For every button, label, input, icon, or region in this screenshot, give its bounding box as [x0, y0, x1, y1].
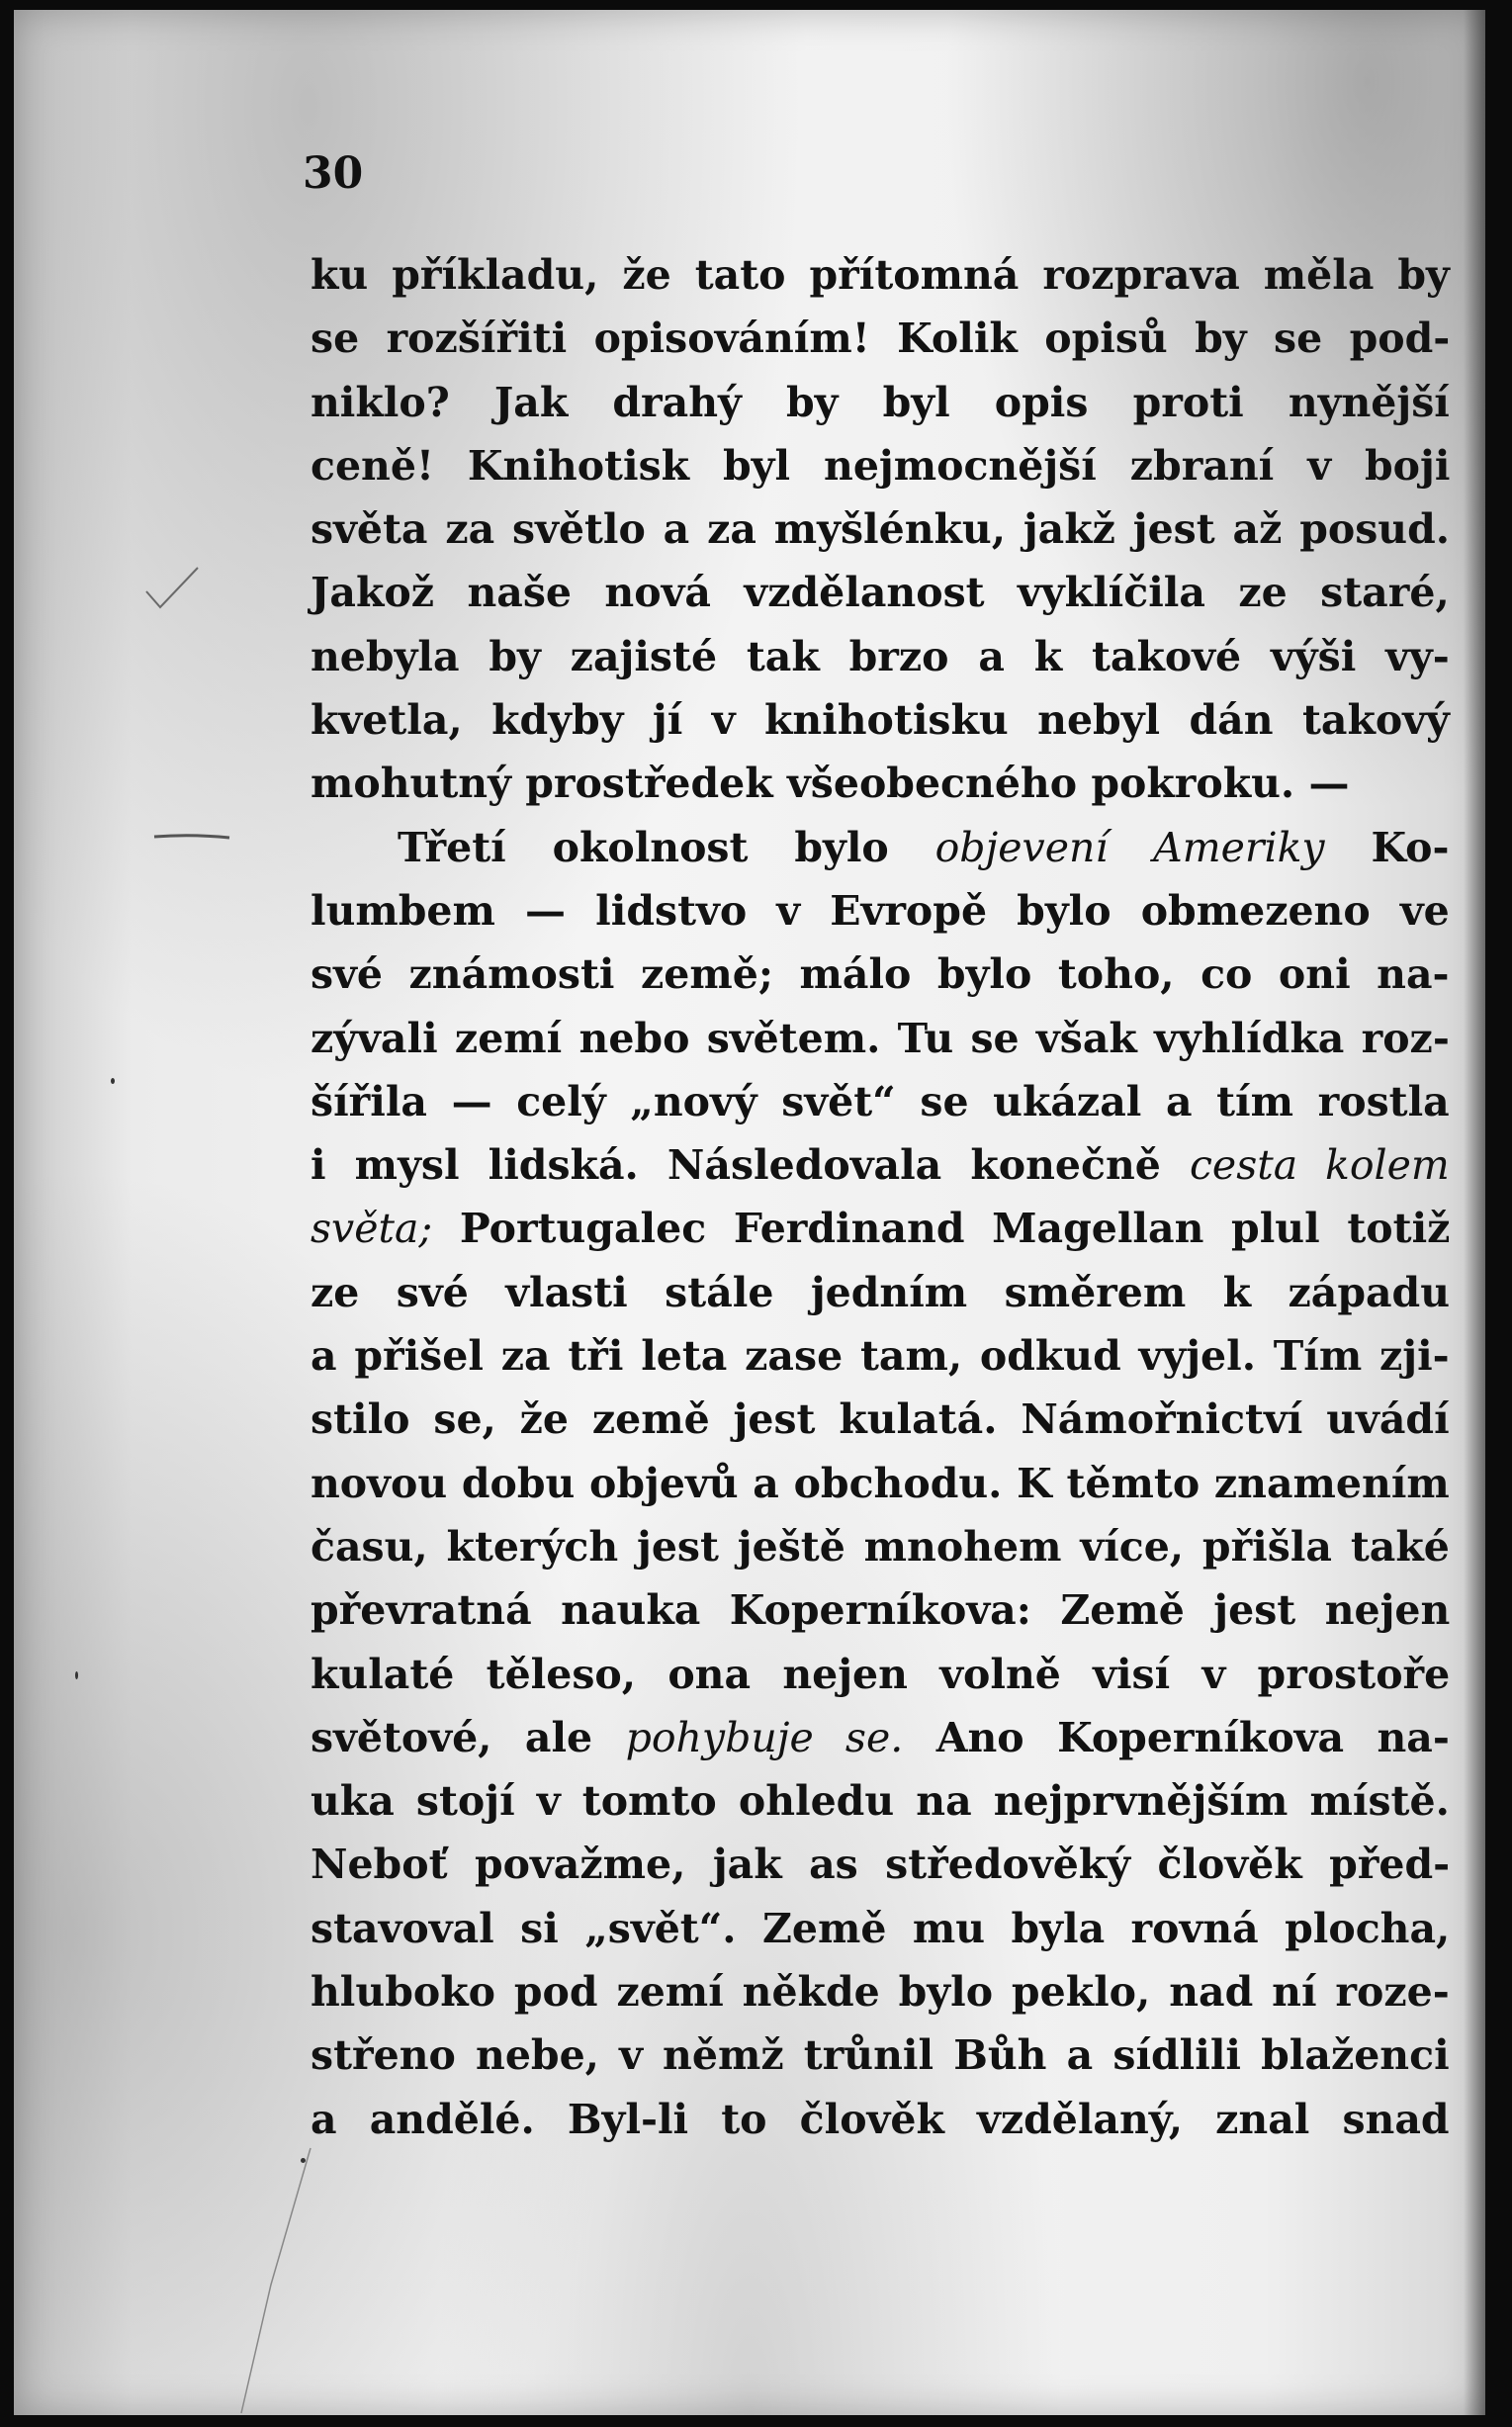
emphasized-text: světa; — [311, 1205, 433, 1253]
paper-speck — [75, 1671, 78, 1679]
text-line — [311, 1643, 1450, 1706]
text-line — [311, 943, 1450, 1006]
text-segment: nebyla by zajisté tak brzo a k takové výši vy- — [311, 632, 1450, 680]
text-segment: novou dobu objevů a obchodu. K těmto znamením — [311, 1459, 1450, 1507]
text-segment: kulaté těleso, ona nejen volně visí v prostoře — [311, 1650, 1451, 1698]
text-segment: střeno nebe, v němž trůnil Bůh a sídlili blaženci — [311, 2031, 1450, 2080]
book-page — [14, 10, 1485, 2415]
text-segment: ku příkladu, že tato přítomná rozprava měla by — [311, 251, 1450, 299]
text-segment: Třetí okolnost bylo — [398, 823, 935, 871]
emphasized-text: pohybuje se. — [625, 1713, 904, 1761]
text-line — [311, 1388, 1450, 1451]
text-line — [311, 1133, 1450, 1197]
text-segment: kvetla, kdyby jí v knihotisku nebyl dán takový — [311, 696, 1450, 745]
emphasized-text: cesta kolem — [1189, 1141, 1450, 1190]
text-segment: a přišel za tři leta zase tam, odkud vyjel. Tím zji- — [311, 1332, 1450, 1381]
text-segment: a andělé. Byl-li to člověk vzdělaný, znal snad — [311, 2095, 1450, 2143]
text-segment: světa za světlo a za myšlénku, jakž jest až posud. — [311, 505, 1451, 554]
text-segment: ze své vlasti stále jedním směrem k západu — [311, 1268, 1451, 1316]
text-line — [311, 625, 1450, 688]
text-line — [311, 816, 1450, 879]
text-line — [311, 1197, 1450, 1260]
paper-speck — [301, 2158, 306, 2163]
text-line — [311, 243, 1450, 307]
text-segment: Neboť považme, jak as středověký člověk před- — [311, 1841, 1451, 1889]
text-line — [311, 1706, 1450, 1769]
text-line — [311, 1070, 1450, 1133]
text-segment: své známosti země; málo bylo toho, co oni na- — [311, 950, 1450, 999]
text-segment: Jakož naše nová vzdělanost vyklíčila ze staré, — [311, 569, 1450, 617]
text-segment: šířila — celý „nový svět“ se ukázal a tím rostla — [311, 1077, 1450, 1125]
text-segment: i mysl lidská. Následovala konečně — [311, 1141, 1190, 1190]
text-line — [311, 434, 1450, 497]
text-line — [311, 1897, 1450, 1960]
text-line — [311, 1452, 1450, 1515]
text-line — [311, 1960, 1450, 2023]
text-segment: se rozšířiti opisováním! Kolik opisů by se pod- — [311, 315, 1451, 363]
paper-speck — [111, 1078, 115, 1084]
text-segment: niklo? Jak drahý by byl opis proti nynější — [311, 378, 1450, 426]
text-segment: Ano Koperníkova na- — [903, 1713, 1450, 1761]
text-line — [311, 1515, 1450, 1578]
emphasized-text: objevení Ameriky — [934, 823, 1325, 871]
body-text — [311, 243, 1450, 2151]
text-line — [311, 1007, 1450, 1070]
text-line — [311, 307, 1450, 370]
text-segment: stavoval si „svět“. Země mu byla rovná plocha, — [311, 1904, 1451, 1952]
text-segment: zývali zemí nebo světem. Tu se však vyhlídka roz- — [311, 1014, 1450, 1062]
margin-scratch-mark — [212, 2146, 330, 2423]
page-number: 30 — [303, 148, 364, 199]
text-segment: ceně! Knihotisk byl nejmocnější zbraní v boji — [311, 441, 1451, 490]
margin-check-mark — [142, 564, 202, 613]
text-line — [311, 879, 1450, 943]
text-segment: hluboko pod zemí někde bylo peklo, nad ní roze- — [311, 1968, 1450, 2017]
text-segment: uka stojí v tomto ohledu na nejprvnějším místě. — [311, 1777, 1450, 1826]
text-segment: převratná nauka Koperníkova: Země jest nejen — [311, 1586, 1451, 1635]
text-line — [311, 1324, 1450, 1388]
text-line — [311, 2088, 1450, 2151]
text-line — [311, 2023, 1450, 2087]
text-line — [311, 688, 1450, 752]
text-segment: Ko- — [1324, 823, 1450, 871]
text-line — [311, 497, 1450, 561]
margin-dash-mark — [152, 833, 231, 841]
text-segment: Portugalec Ferdinand Magellan plul totiž — [432, 1205, 1451, 1253]
text-segment: lumbem — lidstvo v Evropě bylo obmezeno ve — [311, 886, 1450, 935]
text-segment: stilo se, že země jest kulatá. Námořnictví uvádí — [311, 1395, 1450, 1444]
text-segment: mohutný prostředek všeobecného pokroku. — — [311, 760, 1350, 808]
page-edge-shadow — [1464, 10, 1485, 2415]
text-line — [311, 371, 1450, 434]
text-line — [311, 1769, 1450, 1833]
text-segment: světové, ale — [311, 1713, 626, 1761]
text-line — [311, 1833, 1450, 1896]
text-line — [311, 1578, 1450, 1642]
text-line — [311, 752, 1450, 815]
text-line — [311, 1261, 1450, 1324]
text-line — [311, 561, 1450, 624]
text-segment: času, kterých jest ještě mnohem více, přišla také — [311, 1522, 1450, 1571]
